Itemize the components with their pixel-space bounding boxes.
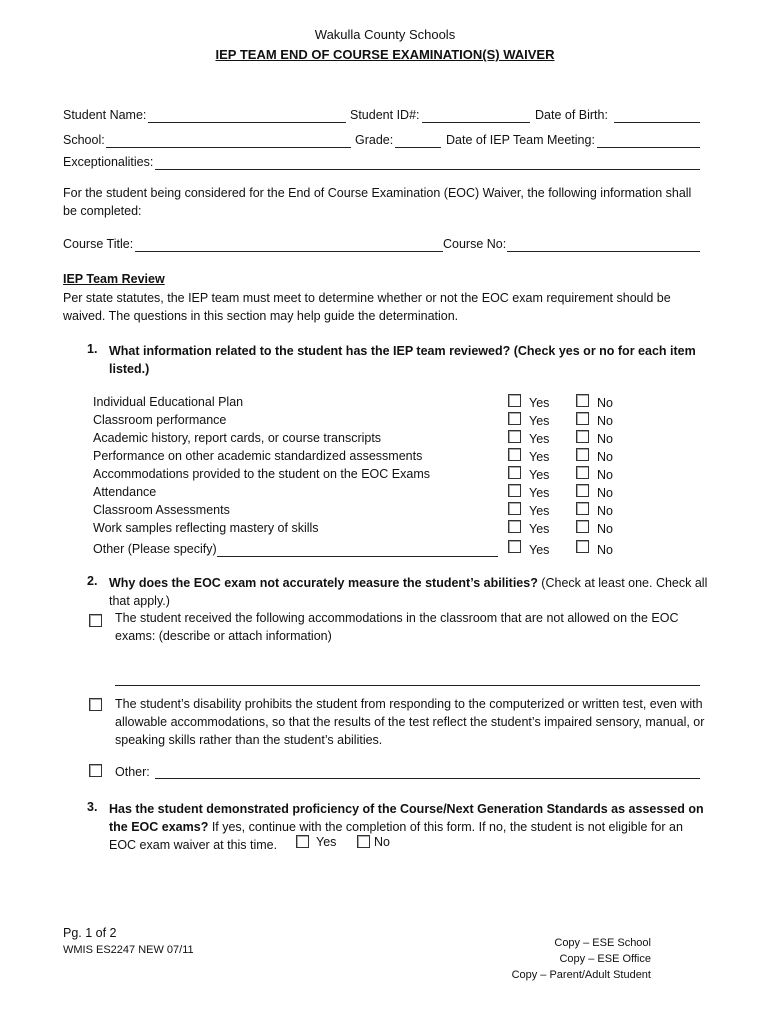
q1-yes-checkbox[interactable]: [508, 484, 521, 497]
q1-yes-label: Yes: [529, 396, 550, 410]
q1-no-checkbox[interactable]: [576, 412, 589, 425]
q2-question: Why does the EOC exam not accurately measure the student’s abilities?: [109, 576, 538, 590]
q1-no-label: No: [597, 432, 613, 446]
q1-yes-label: Yes: [529, 450, 550, 464]
course-title-label: Course Title:: [63, 237, 134, 251]
q1-no-label: No: [597, 468, 613, 482]
q1-text: What information related to the student has the IEP team reviewed? (Check yes or no for each item listed.): [109, 344, 696, 376]
school-label: School:: [63, 133, 105, 147]
q1-number: 1.: [87, 342, 98, 356]
q1-no-label: No: [597, 504, 613, 518]
q1-no-label: No: [597, 543, 613, 557]
q2-number: 2.: [87, 574, 98, 588]
grade-field[interactable]: [395, 147, 441, 148]
copy-school: Copy – ESE School: [554, 937, 651, 949]
q1-yes-label: Yes: [529, 543, 550, 557]
q1-no-checkbox[interactable]: [576, 502, 589, 515]
q3-instruction: If yes, continue with the completion of this form. If no, the student is not eligible for an EOC exam waiver at this time.: [109, 820, 683, 852]
q1-no-label: No: [597, 414, 613, 428]
review-heading: IEP Team Review: [63, 272, 165, 286]
q1-item-label: Classroom performance: [93, 413, 227, 427]
q1-no-label: No: [597, 486, 613, 500]
q1-yes-label: Yes: [529, 522, 550, 536]
q2-text: [109, 574, 709, 610]
district-name: Wakulla County Schools: [314, 27, 456, 42]
review-text: Per state statutes, the IEP team must meet to determine whether or not the EOC exam requirement should be waived. The questions in this section may help guide the determination.: [63, 291, 671, 323]
course-no-field[interactable]: [507, 251, 700, 252]
q1-item-label: Accommodations provided to the student on the EOC Exams: [93, 467, 430, 481]
q1-yes-label: Yes: [529, 432, 550, 446]
dob-label: Date of Birth:: [535, 108, 608, 122]
q1-yes-checkbox[interactable]: [508, 448, 521, 461]
form-id: WMIS ES2247 NEW 07/11: [63, 944, 194, 956]
q1-item-label: Other (Please specify): [93, 542, 217, 556]
dob-field[interactable]: [614, 122, 700, 123]
course-no-label: Course No:: [443, 237, 507, 251]
q2-opt2-checkbox[interactable]: [89, 698, 102, 711]
q3-number: 3.: [87, 800, 98, 814]
q2-opt2-text: The student’s disability prohibits the student from responding to the computerized or written test, even with allowable accommodations, so that the results of the test reflect the student’s impaired sensory, manual, or speaking skills rather than the student’s abilities.: [115, 697, 705, 747]
student-id-field[interactable]: [422, 122, 530, 123]
course-title-field[interactable]: [135, 251, 443, 252]
q1-no-checkbox[interactable]: [576, 466, 589, 479]
student-name-label: Student Name:: [63, 108, 147, 122]
q3-no-checkbox[interactable]: [357, 835, 370, 848]
q2-instruction: (Check at least one. Check all that apply.): [109, 576, 708, 608]
q1-item-label: Individual Educational Plan: [93, 395, 244, 409]
student-id-label: Student ID#:: [350, 108, 420, 122]
copy-parent: Copy – Parent/Adult Student: [511, 969, 651, 981]
exceptionalities-label: Exceptionalities:: [63, 155, 154, 169]
q1-no-label: No: [597, 450, 613, 464]
q2-opt3-field[interactable]: [155, 778, 700, 779]
q1-yes-checkbox[interactable]: [508, 466, 521, 479]
q1-item-label: Performance on other academic standardized assessments: [93, 449, 423, 463]
q1-no-checkbox[interactable]: [576, 484, 589, 497]
q3-question: Has the student demonstrated proficiency of the Course/Next Generation Standards as assessed on the EOC exams?: [109, 802, 704, 834]
q1-yes-checkbox[interactable]: [508, 520, 521, 533]
q3-yes-checkbox[interactable]: [296, 835, 309, 848]
q1-no-label: No: [597, 396, 613, 410]
meeting-date-label: Date of IEP Team Meeting:: [446, 133, 595, 147]
intro-text: For the student being considered for the End of Course Examination (EOC) Waiver, the following information shall be completed:: [63, 186, 692, 218]
q1-yes-checkbox[interactable]: [508, 394, 521, 407]
q1-no-checkbox[interactable]: [576, 430, 589, 443]
school-field[interactable]: [106, 147, 351, 148]
q1-yes-checkbox[interactable]: [508, 540, 521, 553]
q3-yes-label: Yes: [316, 835, 337, 849]
q2-opt1-answer-line[interactable]: [115, 685, 700, 686]
q1-yes-label: Yes: [529, 504, 550, 518]
form-title: IEP TEAM END OF COURSE EXAMINATION(S) WAIVER: [215, 47, 555, 62]
q1-item-label: Work samples reflecting mastery of skills: [93, 521, 319, 535]
q1-yes-checkbox[interactable]: [508, 430, 521, 443]
q2-opt3-label: Other:: [115, 765, 150, 779]
q2-opt1-text: The student received the following accommodations in the classroom that are not allowed on the EOC exams: (describe or attach information): [115, 611, 679, 643]
q2-opt3-checkbox[interactable]: [89, 764, 102, 777]
q1-item-label: Attendance: [93, 485, 157, 499]
meeting-date-field[interactable]: [597, 147, 700, 148]
q3-text: [109, 800, 709, 854]
q1-no-checkbox[interactable]: [576, 540, 589, 553]
other-specify-field[interactable]: [217, 556, 498, 557]
q1-yes-label: Yes: [529, 414, 550, 428]
q1-yes-checkbox[interactable]: [508, 502, 521, 515]
exceptionalities-field[interactable]: [155, 169, 700, 170]
student-name-field[interactable]: [148, 122, 346, 123]
grade-label: Grade:: [355, 133, 394, 147]
q3-no-label: No: [374, 835, 390, 849]
copy-office: Copy – ESE Office: [559, 953, 651, 965]
q1-item-label: Classroom Assessments: [93, 503, 230, 517]
q1-yes-label: Yes: [529, 468, 550, 482]
q1-no-checkbox[interactable]: [576, 448, 589, 461]
q2-opt1-checkbox[interactable]: [89, 614, 102, 627]
q1-item-label: Academic history, report cards, or course transcripts: [93, 431, 382, 445]
q1-yes-checkbox[interactable]: [508, 412, 521, 425]
q1-no-checkbox[interactable]: [576, 520, 589, 533]
q1-no-label: No: [597, 522, 613, 536]
q1-yes-label: Yes: [529, 486, 550, 500]
page-number: Pg. 1 of 2: [63, 926, 117, 940]
q1-no-checkbox[interactable]: [576, 394, 589, 407]
